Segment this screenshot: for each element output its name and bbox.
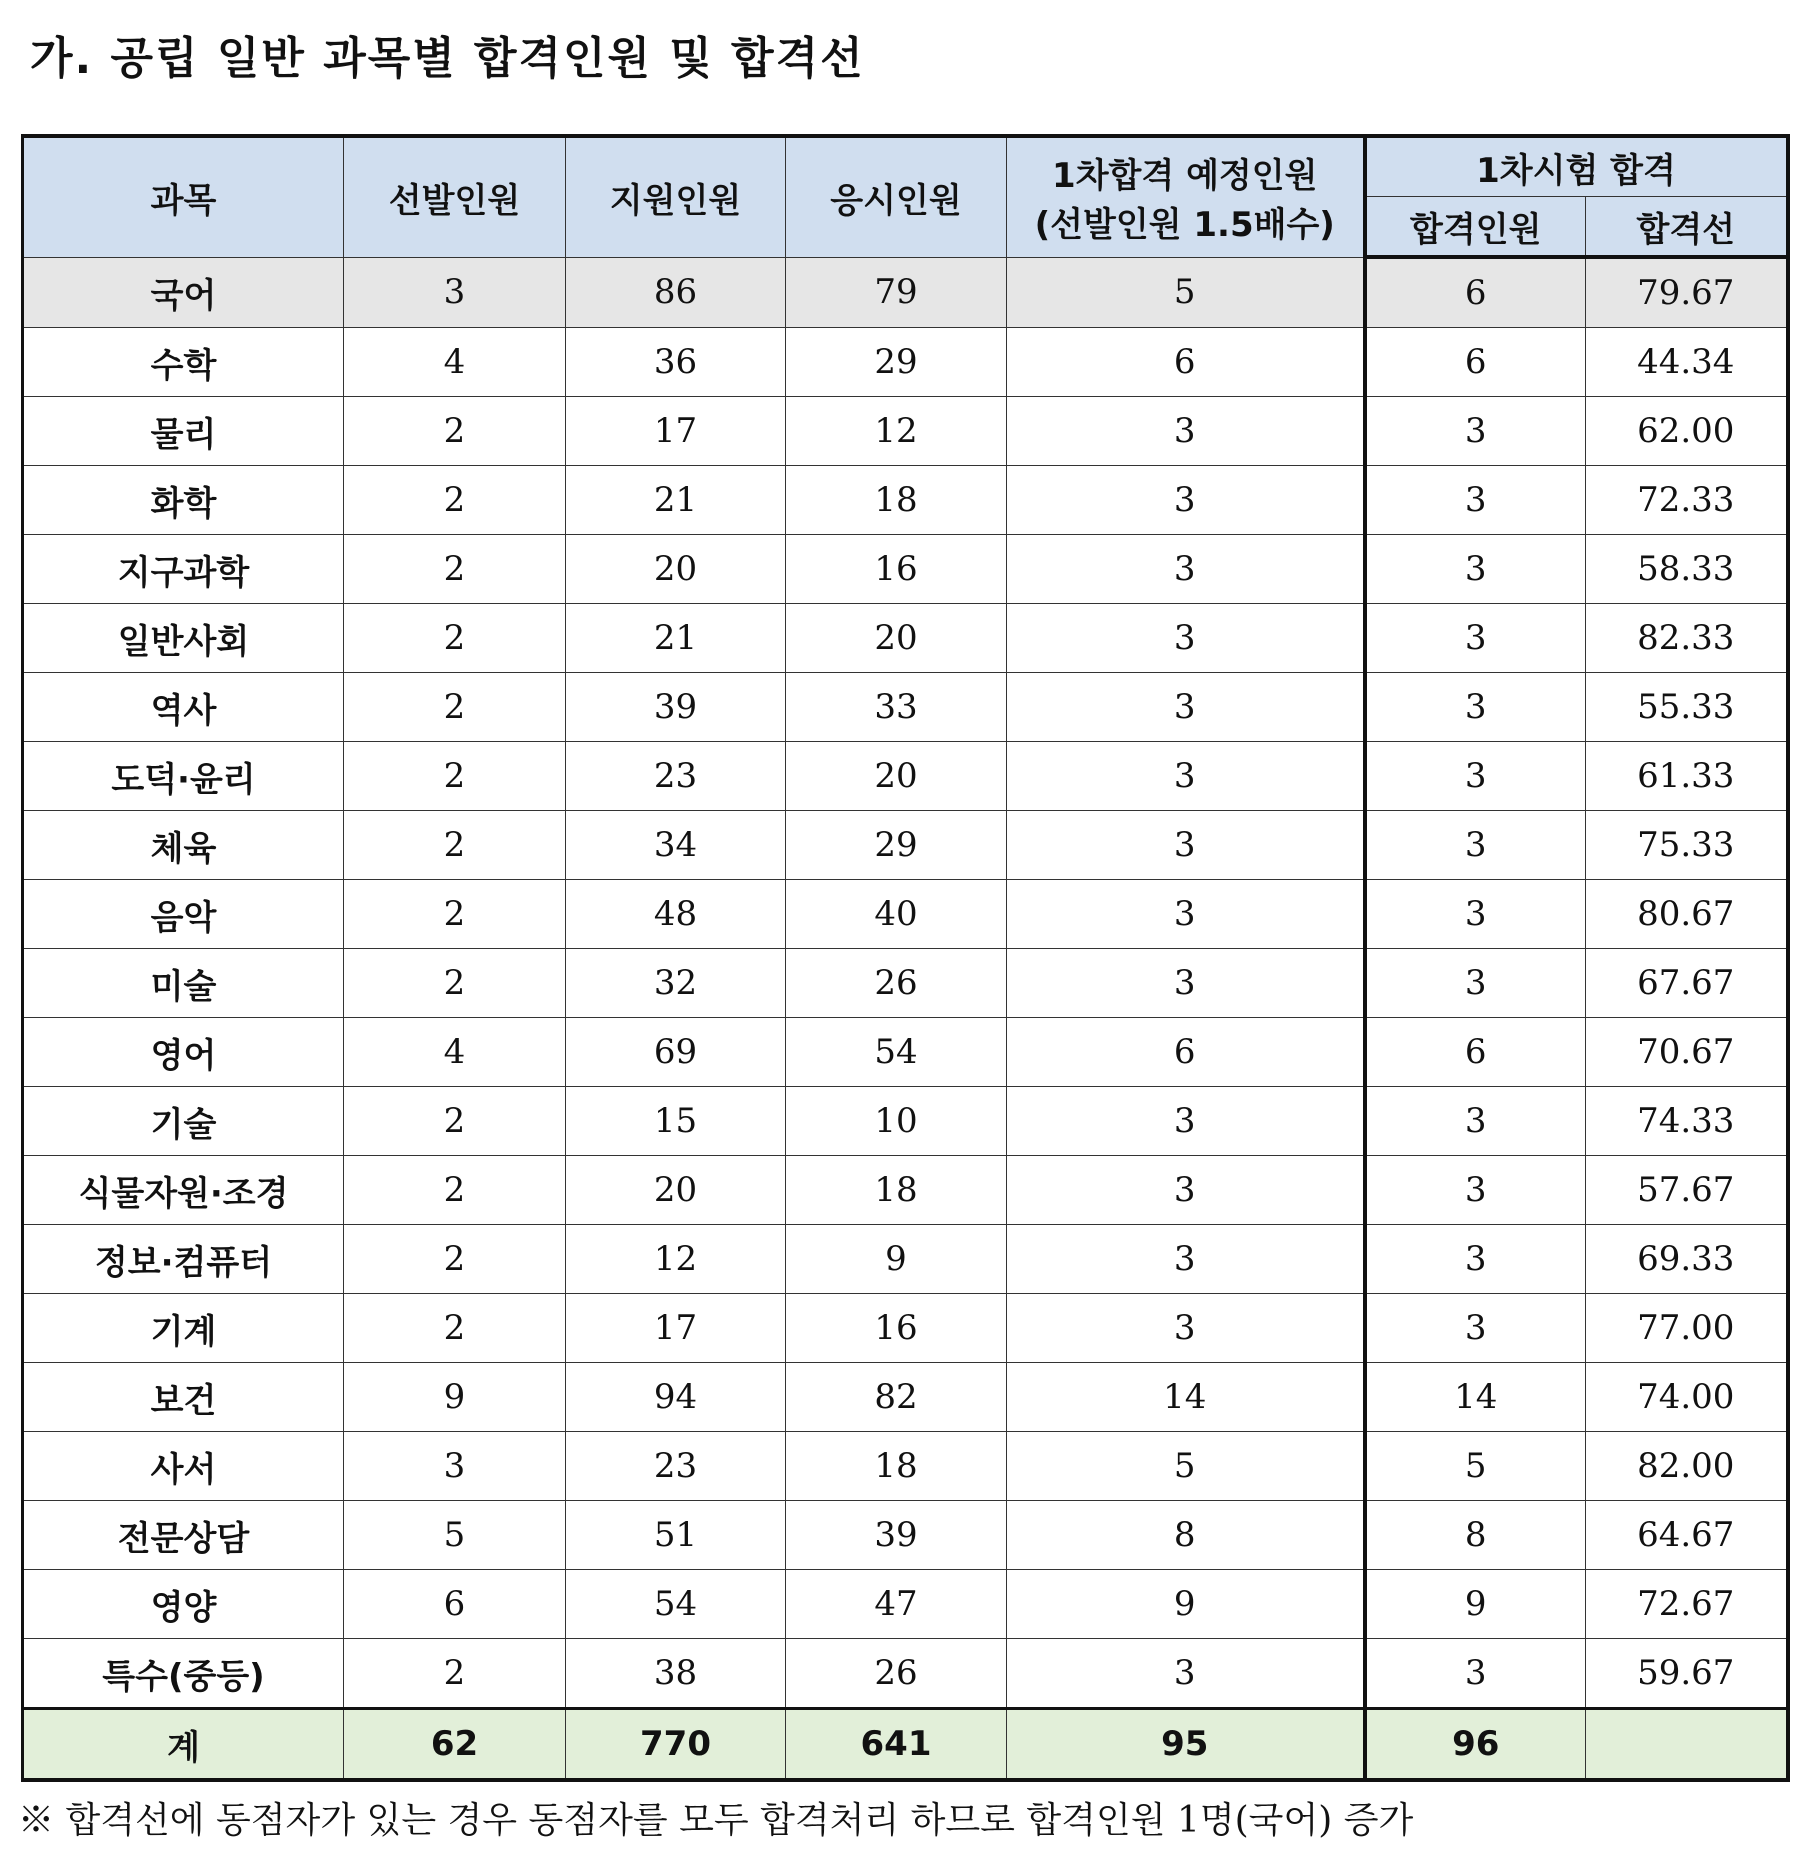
cell-cutoff: 82.33	[1586, 604, 1788, 673]
cell-passers: 6	[1365, 328, 1586, 397]
cell-expected: 3	[1007, 742, 1365, 811]
cell-examinees: 18	[786, 466, 1007, 535]
cell-cutoff: 70.67	[1586, 1018, 1788, 1087]
cell-passers: 3	[1365, 1225, 1586, 1294]
table-row	[23, 466, 1788, 535]
cell-applicants: 15	[566, 1087, 786, 1156]
cell-passers: 3	[1365, 1156, 1586, 1225]
cell-passers: 8	[1365, 1501, 1586, 1570]
cell-subject: 물리	[23, 397, 344, 466]
cell-expected: 3	[1007, 1087, 1365, 1156]
cell-cutoff: 67.67	[1586, 949, 1788, 1018]
header-subject: 과목	[23, 136, 344, 257]
cell-examinees: 20	[786, 742, 1007, 811]
cell-applicants: 51	[566, 1501, 786, 1570]
cell-passers: 3	[1365, 673, 1586, 742]
header-expected-line2: (선발인원 1.5배수)	[1034, 205, 1335, 246]
header-expected-line1: 1차합격 예정인원	[1052, 156, 1318, 197]
cell-selection: 2	[344, 466, 566, 535]
cell-cutoff: 79.67	[1586, 257, 1788, 328]
cell-selection: 2	[344, 397, 566, 466]
cell-expected: 3	[1007, 949, 1365, 1018]
cell-cutoff: 80.67	[1586, 880, 1788, 949]
cell-expected: 6	[1007, 1018, 1365, 1087]
cell-applicants: 12	[566, 1225, 786, 1294]
cell-applicants: 38	[566, 1639, 786, 1709]
cell-selection: 2	[344, 1087, 566, 1156]
cell-cutoff: 59.67	[1586, 1639, 1788, 1709]
cell-applicants: 17	[566, 397, 786, 466]
header-cutoff: 합격선	[1586, 197, 1788, 258]
cell-examinees: 9	[786, 1225, 1007, 1294]
header-applicants: 지원인원	[566, 136, 786, 257]
cell-subject: 음악	[23, 880, 344, 949]
cell-expected: 3	[1007, 466, 1365, 535]
table-row	[23, 811, 1788, 880]
footnote: ※ 합격선에 동점자가 있는 경우 동점자를 모두 합격처리 하므로 합격인원 1명(국어) 증가	[18, 1800, 1414, 1841]
cell-cutoff: 77.00	[1586, 1294, 1788, 1363]
cell-expected: 6	[1007, 328, 1365, 397]
cell-subject: 전문상담	[23, 1501, 344, 1570]
cell-subject: 수학	[23, 328, 344, 397]
cell-examinees: 12	[786, 397, 1007, 466]
cell-applicants: 17	[566, 1294, 786, 1363]
cell-passers: 96	[1365, 1709, 1586, 1781]
cell-selection: 2	[344, 535, 566, 604]
cell-passers: 3	[1365, 949, 1586, 1018]
table-row	[23, 257, 1788, 328]
header-examinees: 응시인원	[786, 136, 1007, 257]
cell-selection: 9	[344, 1363, 566, 1432]
cell-subject: 영어	[23, 1018, 344, 1087]
cell-subject: 일반사회	[23, 604, 344, 673]
cell-expected: 3	[1007, 880, 1365, 949]
cell-cutoff: 61.33	[1586, 742, 1788, 811]
cell-cutoff: 62.00	[1586, 397, 1788, 466]
table-row	[23, 880, 1788, 949]
cell-examinees: 16	[786, 1294, 1007, 1363]
table-row	[23, 742, 1788, 811]
cell-subject: 기술	[23, 1087, 344, 1156]
cell-selection: 3	[344, 257, 566, 328]
cell-selection: 2	[344, 673, 566, 742]
cell-applicants: 48	[566, 880, 786, 949]
cell-selection: 2	[344, 1156, 566, 1225]
cell-expected: 8	[1007, 1501, 1365, 1570]
cell-examinees: 20	[786, 604, 1007, 673]
header-passers: 합격인원	[1365, 197, 1586, 258]
cell-subject: 미술	[23, 949, 344, 1018]
header-first-exam-group: 1차시험 합격	[1365, 136, 1788, 197]
cell-examinees: 26	[786, 949, 1007, 1018]
cell-applicants: 23	[566, 742, 786, 811]
cell-selection: 2	[344, 811, 566, 880]
cell-passers: 3	[1365, 742, 1586, 811]
cell-expected: 3	[1007, 535, 1365, 604]
cell-selection: 3	[344, 1432, 566, 1501]
cell-expected: 95	[1007, 1709, 1365, 1781]
table-row	[23, 1225, 1788, 1294]
cell-selection: 2	[344, 604, 566, 673]
cell-applicants: 770	[566, 1709, 786, 1781]
page-title: 가. 공립 일반 과목별 합격인원 및 합격선	[30, 33, 865, 84]
table-row	[23, 397, 1788, 466]
cell-examinees: 40	[786, 880, 1007, 949]
cell-applicants: 20	[566, 535, 786, 604]
cell-selection: 2	[344, 1639, 566, 1709]
cell-expected: 5	[1007, 257, 1365, 328]
cell-cutoff: 74.33	[1586, 1087, 1788, 1156]
cell-passers: 6	[1365, 1018, 1586, 1087]
cell-cutoff: 74.00	[1586, 1363, 1788, 1432]
cell-selection: 4	[344, 328, 566, 397]
cell-cutoff: 69.33	[1586, 1225, 1788, 1294]
cell-subject: 도덕·윤리	[23, 742, 344, 811]
cell-subject: 역사	[23, 673, 344, 742]
cell-subject: 식물자원·조경	[23, 1156, 344, 1225]
table-row	[23, 1363, 1788, 1432]
cell-passers: 9	[1365, 1570, 1586, 1639]
cell-examinees: 79	[786, 257, 1007, 328]
cell-examinees: 29	[786, 811, 1007, 880]
cell-expected: 3	[1007, 1639, 1365, 1709]
cell-expected: 3	[1007, 673, 1365, 742]
cell-examinees: 39	[786, 1501, 1007, 1570]
cell-applicants: 32	[566, 949, 786, 1018]
header-selection: 선발인원	[344, 136, 566, 257]
cell-passers: 14	[1365, 1363, 1586, 1432]
cell-examinees: 16	[786, 535, 1007, 604]
table-row	[23, 1639, 1788, 1709]
cell-subject: 체육	[23, 811, 344, 880]
cell-cutoff: 55.33	[1586, 673, 1788, 742]
cell-selection: 4	[344, 1018, 566, 1087]
cell-subject: 지구과학	[23, 535, 344, 604]
cell-cutoff: 72.67	[1586, 1570, 1788, 1639]
cell-examinees: 54	[786, 1018, 1007, 1087]
cell-cutoff	[1586, 1709, 1788, 1781]
cell-selection: 2	[344, 1294, 566, 1363]
cell-subject: 계	[23, 1709, 344, 1781]
table-row	[23, 1087, 1788, 1156]
table-row	[23, 1432, 1788, 1501]
total-row	[23, 1709, 1788, 1781]
table-row	[23, 1570, 1788, 1639]
header-expected	[1007, 136, 1365, 257]
cell-applicants: 69	[566, 1018, 786, 1087]
cell-expected: 3	[1007, 1156, 1365, 1225]
cell-expected: 9	[1007, 1570, 1365, 1639]
cell-examinees: 47	[786, 1570, 1007, 1639]
cell-subject: 특수(중등)	[23, 1639, 344, 1709]
cell-passers: 5	[1365, 1432, 1586, 1501]
cell-passers: 6	[1365, 257, 1586, 328]
cell-applicants: 94	[566, 1363, 786, 1432]
table-row	[23, 949, 1788, 1018]
cell-examinees: 18	[786, 1432, 1007, 1501]
cell-cutoff: 57.67	[1586, 1156, 1788, 1225]
cell-selection: 5	[344, 1501, 566, 1570]
table-row	[23, 1018, 1788, 1087]
cell-applicants: 21	[566, 604, 786, 673]
cell-expected: 3	[1007, 811, 1365, 880]
cell-cutoff: 44.34	[1586, 328, 1788, 397]
cell-selection: 6	[344, 1570, 566, 1639]
cell-subject: 사서	[23, 1432, 344, 1501]
cell-subject: 국어	[23, 257, 344, 328]
cell-passers: 3	[1365, 466, 1586, 535]
cell-passers: 3	[1365, 811, 1586, 880]
table-row	[23, 1294, 1788, 1363]
table-row	[23, 604, 1788, 673]
cell-examinees: 29	[786, 328, 1007, 397]
cell-applicants: 20	[566, 1156, 786, 1225]
cell-subject: 보건	[23, 1363, 344, 1432]
cell-selection: 2	[344, 1225, 566, 1294]
cell-applicants: 86	[566, 257, 786, 328]
cell-examinees: 10	[786, 1087, 1007, 1156]
cell-expected: 3	[1007, 1225, 1365, 1294]
cell-passers: 3	[1365, 535, 1586, 604]
cell-applicants: 36	[566, 328, 786, 397]
cell-applicants: 23	[566, 1432, 786, 1501]
cell-passers: 3	[1365, 880, 1586, 949]
results-table	[21, 134, 1790, 1782]
cell-examinees: 33	[786, 673, 1007, 742]
table-row	[23, 535, 1788, 604]
cell-applicants: 54	[566, 1570, 786, 1639]
cell-cutoff: 75.33	[1586, 811, 1788, 880]
cell-passers: 3	[1365, 604, 1586, 673]
cell-examinees: 641	[786, 1709, 1007, 1781]
cell-cutoff: 64.67	[1586, 1501, 1788, 1570]
cell-examinees: 18	[786, 1156, 1007, 1225]
cell-passers: 3	[1365, 1294, 1586, 1363]
cell-expected: 3	[1007, 604, 1365, 673]
cell-passers: 3	[1365, 397, 1586, 466]
cell-applicants: 39	[566, 673, 786, 742]
cell-examinees: 82	[786, 1363, 1007, 1432]
cell-expected: 3	[1007, 1294, 1365, 1363]
table-row	[23, 673, 1788, 742]
cell-subject: 영양	[23, 1570, 344, 1639]
cell-selection: 2	[344, 880, 566, 949]
cell-cutoff: 58.33	[1586, 535, 1788, 604]
cell-passers: 3	[1365, 1087, 1586, 1156]
cell-selection: 2	[344, 742, 566, 811]
cell-subject: 화학	[23, 466, 344, 535]
cell-selection: 2	[344, 949, 566, 1018]
table-row	[23, 1501, 1788, 1570]
cell-cutoff: 82.00	[1586, 1432, 1788, 1501]
cell-applicants: 21	[566, 466, 786, 535]
table-row	[23, 328, 1788, 397]
table-row	[23, 1156, 1788, 1225]
cell-expected: 14	[1007, 1363, 1365, 1432]
cell-applicants: 34	[566, 811, 786, 880]
cell-passers: 3	[1365, 1639, 1586, 1709]
cell-selection: 62	[344, 1709, 566, 1781]
cell-examinees: 26	[786, 1639, 1007, 1709]
cell-expected: 5	[1007, 1432, 1365, 1501]
cell-subject: 기계	[23, 1294, 344, 1363]
cell-expected: 3	[1007, 397, 1365, 466]
cell-subject: 정보·컴퓨터	[23, 1225, 344, 1294]
cell-cutoff: 72.33	[1586, 466, 1788, 535]
